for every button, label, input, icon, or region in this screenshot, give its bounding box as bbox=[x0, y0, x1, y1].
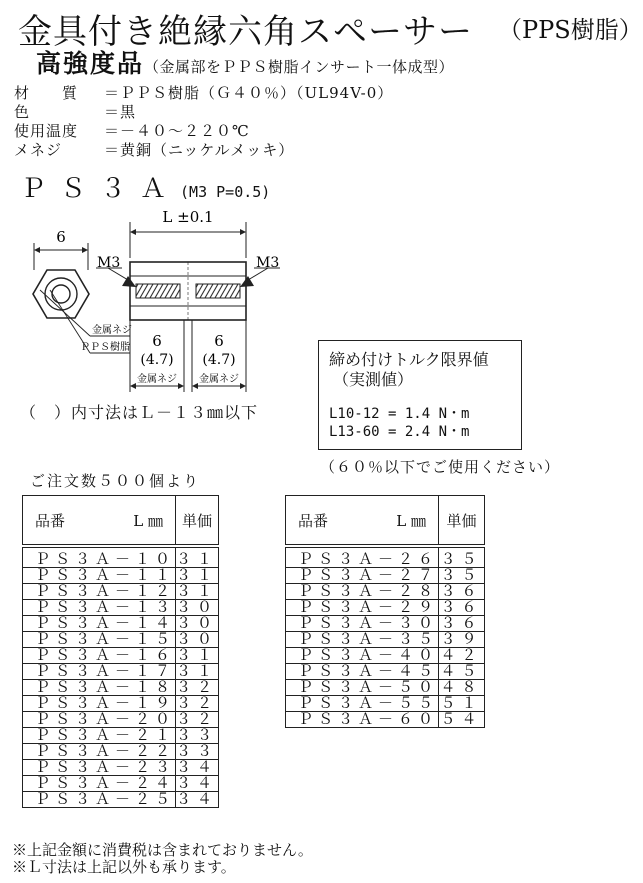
right-depth-paren: (4.7) bbox=[202, 352, 236, 368]
thread-right-label: M3 bbox=[256, 255, 280, 271]
part-number-cell: ＰＳ３Ａ－１３ bbox=[23, 600, 176, 616]
hex-width-label: 6 bbox=[56, 228, 66, 246]
part-number-cell: ＰＳ３Ａ－２６ bbox=[286, 546, 439, 568]
left-thread-insert bbox=[136, 284, 180, 298]
header-unit-price: 単価 bbox=[439, 496, 485, 547]
hexagon-outline bbox=[33, 270, 89, 318]
unit-price-cell: ３６ bbox=[440, 614, 483, 632]
spec-label: 使用温度 bbox=[14, 122, 79, 140]
right-thread-insert bbox=[196, 284, 240, 298]
unit-price-cell: ３３ bbox=[176, 726, 219, 744]
unit-price-cell: ３３ bbox=[176, 742, 219, 760]
spec-value: ＝ＰＰＳ樹脂（Ｇ４０％）（UL94V-0） bbox=[104, 84, 394, 102]
spec-row-material bbox=[14, 84, 393, 103]
unit-price-cell: ３４ bbox=[176, 790, 219, 808]
unit-price-cell: ３１ bbox=[176, 646, 219, 664]
side-view bbox=[96, 208, 280, 392]
part-number-cell: ＰＳ３Ａ－２４ bbox=[23, 776, 176, 792]
subtitle bbox=[36, 44, 454, 80]
part-number-cell: ＰＳ３Ａ－１９ bbox=[23, 696, 176, 712]
part-number-cell: ＰＳ３Ａ－２１ bbox=[23, 728, 176, 744]
unit-price-cell: ４８ bbox=[440, 678, 483, 696]
unit-price-cell: ３０ bbox=[176, 614, 219, 632]
subtitle-high-strength: 高強度品 bbox=[36, 49, 145, 78]
unit-price-cell: ３１ bbox=[176, 566, 219, 584]
part-number-cell: ＰＳ３Ａ－２０ bbox=[23, 712, 176, 728]
unit-price-cell: ３１ bbox=[176, 662, 219, 680]
thread-left-label: M3 bbox=[97, 255, 121, 271]
unit-price-cell: ３２ bbox=[176, 710, 219, 728]
inner-dimension-note: （ ）内寸法はＬ－１３㎜以下 bbox=[20, 403, 259, 422]
footnote-tax: ※上記金額に消費税は含まれておりません。 bbox=[12, 841, 313, 859]
part-number-cell: ＰＳ３Ａ－３５ bbox=[286, 632, 439, 648]
unit-price-cell: ３４ bbox=[176, 758, 219, 776]
metal-screw-label: 金属ネジ bbox=[92, 325, 132, 336]
part-number-cell: ＰＳ３Ａ－２９ bbox=[286, 600, 439, 616]
price-table-left-body bbox=[23, 546, 219, 808]
spec-row-female-thread bbox=[14, 141, 393, 160]
unit-price-cell: ３５ bbox=[439, 546, 485, 568]
spec-row-color bbox=[14, 103, 393, 122]
part-number-cell: ＰＳ３Ａ－１０ bbox=[23, 546, 176, 568]
model-code: ＰＳ３Ａ bbox=[20, 174, 181, 204]
header-part-length bbox=[286, 496, 439, 547]
part-number-cell: ＰＳ３Ａ－２２ bbox=[23, 744, 176, 760]
unit-price-cell: ３２ bbox=[176, 678, 219, 696]
part-number-cell: ＰＳ３Ａ－１６ bbox=[23, 648, 176, 664]
header-unit-price: 単価 bbox=[176, 496, 219, 547]
unit-price-cell: ３５ bbox=[440, 566, 483, 584]
header-part-length bbox=[23, 496, 176, 547]
unit-price-cell: ３９ bbox=[440, 630, 483, 648]
unit-price-cell: ３０ bbox=[176, 598, 219, 616]
spec-row-temperature bbox=[14, 122, 393, 141]
model-thread-spec: (M3 P=0.5) bbox=[180, 183, 271, 201]
torque-row-long: L13-60 = 2.4 N・m bbox=[329, 424, 470, 440]
spec-value: ＝－４０～２２０℃ bbox=[104, 122, 250, 140]
left-depth-value: 6 bbox=[152, 332, 162, 350]
length-tolerance-label: L ±0.1 bbox=[162, 208, 214, 226]
part-number-cell: ＰＳ３Ａ－１１ bbox=[23, 568, 176, 584]
torque-limit-box bbox=[318, 340, 522, 450]
table-row bbox=[23, 792, 219, 808]
part-number-cell: ＰＳ３Ａ－１５ bbox=[23, 632, 176, 648]
unit-price-cell: ３６ bbox=[440, 598, 483, 616]
torque-title: 締め付けトルク限界値 bbox=[329, 350, 489, 369]
left-depth-paren: (4.7) bbox=[140, 352, 174, 368]
spec-label: 材 質 bbox=[14, 84, 79, 102]
unit-price-cell: ５４ bbox=[440, 710, 483, 728]
part-number-cell: ＰＳ３Ａ－１８ bbox=[23, 680, 176, 696]
header-part-number: 品番 bbox=[298, 511, 329, 530]
part-number-cell: ＰＳ３Ａ－１２ bbox=[23, 584, 176, 600]
part-number-cell: ＰＳ３Ａ－４５ bbox=[286, 664, 439, 680]
unit-price-cell: ３６ bbox=[440, 582, 483, 600]
torque-row-short: L10-12 = 1.4 N・m bbox=[329, 406, 470, 422]
minimum-order-note: ご注文数５００個より bbox=[30, 472, 201, 490]
unit-price-cell: ３０ bbox=[176, 630, 219, 648]
spec-value: ＝黒 bbox=[104, 103, 137, 121]
spec-value: ＝黄銅（ニッケルメッキ） bbox=[104, 141, 295, 159]
part-number-cell: ＰＳ３Ａ－１４ bbox=[23, 616, 176, 632]
unit-price-cell: ４５ bbox=[440, 662, 483, 680]
price-table-right bbox=[285, 495, 485, 728]
header-part-number: 品番 bbox=[35, 511, 66, 530]
table-row bbox=[286, 546, 485, 568]
price-table-left bbox=[22, 495, 219, 808]
right-depth-label: 金属ネジ bbox=[199, 374, 239, 385]
part-number-cell: ＰＳ３Ａ－５０ bbox=[286, 680, 439, 696]
hex-end-view bbox=[33, 228, 132, 353]
part-number-cell: ＰＳ３Ａ－２８ bbox=[286, 584, 439, 600]
unit-price-cell: ３２ bbox=[176, 694, 219, 712]
table-row bbox=[23, 546, 219, 568]
table-row bbox=[286, 712, 485, 728]
page-title: 金具付き絶縁六角スペーサー bbox=[18, 12, 473, 52]
part-number-cell: ＰＳ３Ａ－２５ bbox=[23, 792, 176, 808]
torque-subtitle: （実測値） bbox=[333, 370, 414, 389]
footnotes bbox=[12, 842, 313, 876]
part-number-cell: ＰＳ３Ａ－６０ bbox=[286, 712, 439, 728]
torque-usage-note: （６０％以下でご使用ください） bbox=[320, 458, 561, 476]
subtitle-description: （金属部をＰＰＳ樹脂インサート一体成型） bbox=[144, 58, 455, 76]
left-depth-label: 金属ネジ bbox=[137, 374, 177, 385]
spec-list bbox=[14, 84, 393, 160]
pps-resin-label: ＰＰＳ樹脂 bbox=[80, 342, 130, 353]
unit-price-cell: ３１ bbox=[176, 546, 219, 568]
part-number-cell: ＰＳ３Ａ－１７ bbox=[23, 664, 176, 680]
header-length: L ㎜ bbox=[133, 511, 164, 530]
right-depth-value: 6 bbox=[214, 332, 224, 350]
price-table-right-body bbox=[286, 546, 485, 728]
spec-label: メネジ bbox=[14, 141, 63, 159]
spec-label: 色 bbox=[14, 103, 31, 121]
footnote-custom-length: ※Ｌ寸法は上記以外も承ります。 bbox=[12, 858, 236, 876]
part-number-cell: ＰＳ３Ａ－３０ bbox=[286, 616, 439, 632]
unit-price-cell: ３１ bbox=[176, 582, 219, 600]
header-length: L ㎜ bbox=[396, 511, 427, 530]
unit-price-cell: ４２ bbox=[440, 646, 483, 664]
unit-price-cell: ３４ bbox=[176, 774, 219, 792]
part-number-cell: ＰＳ３Ａ－４０ bbox=[286, 648, 439, 664]
part-number-cell: ＰＳ３Ａ－５５ bbox=[286, 696, 439, 712]
part-number-cell: ＰＳ３Ａ－２７ bbox=[286, 568, 439, 584]
unit-price-cell: ５１ bbox=[440, 694, 483, 712]
title-material-suffix: （PPS樹脂） bbox=[498, 16, 643, 44]
part-number-cell: ＰＳ３Ａ－２３ bbox=[23, 760, 176, 776]
